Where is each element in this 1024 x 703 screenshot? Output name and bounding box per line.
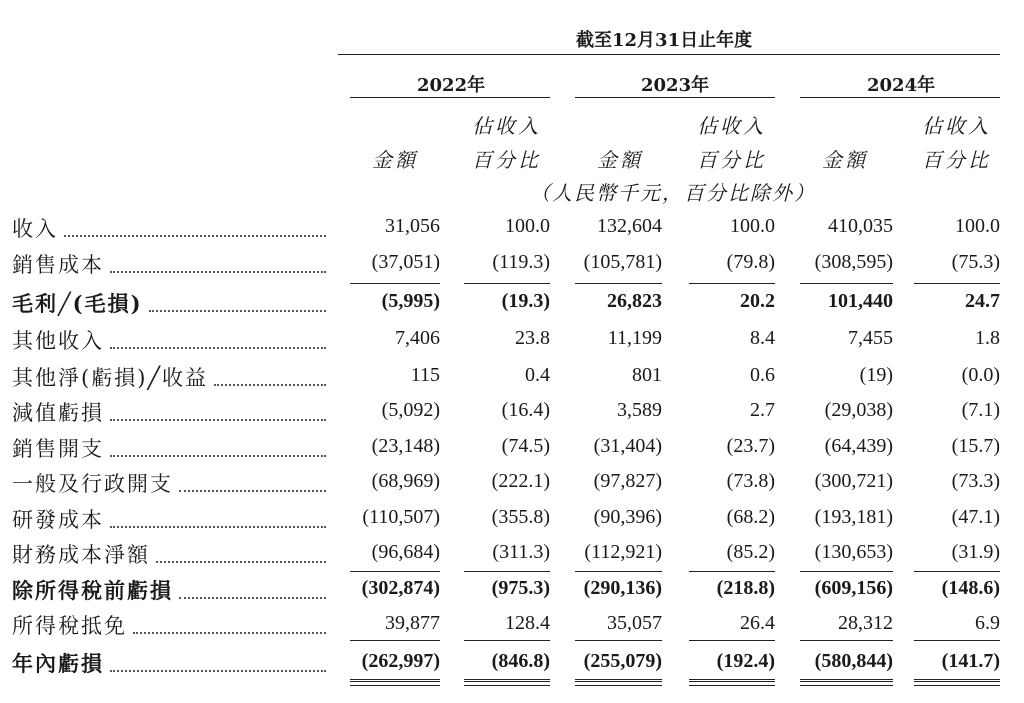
table-cell: 20.2 xyxy=(740,290,775,312)
row-label: 年內虧損 xyxy=(12,651,104,676)
table-cell: 100.0 xyxy=(730,215,775,237)
table-cell: 11,199 xyxy=(607,327,662,349)
table-cell: (975.3) xyxy=(491,577,550,599)
col-amount-2022: 金額 xyxy=(372,148,418,172)
table-cell: (31.9) xyxy=(951,541,1000,563)
subtotal-underline xyxy=(914,571,1000,572)
row-label: 所得稅抵免 xyxy=(12,614,127,638)
row-label: 收入 xyxy=(12,217,58,241)
table-cell: (31,404) xyxy=(593,435,662,457)
dot-leader xyxy=(110,455,326,457)
row-label: 毛利╱(毛損) xyxy=(12,291,143,316)
table-cell: (16.4) xyxy=(501,399,550,421)
table-cell: (79.8) xyxy=(726,251,775,273)
dot-leader xyxy=(110,419,326,421)
table-cell: (7.1) xyxy=(961,399,1000,421)
col-amount-2024: 金額 xyxy=(822,148,868,172)
table-cell: (846.8) xyxy=(491,650,550,672)
table-cell: (302,874) xyxy=(361,577,440,599)
year-2023-header: 2023年 xyxy=(641,75,710,96)
subtotal-underline xyxy=(350,640,440,641)
table-cell: (105,781) xyxy=(583,251,662,273)
table-cell: (75.3) xyxy=(951,251,1000,273)
table-cell: 801 xyxy=(632,364,662,386)
table-cell: 31,056 xyxy=(385,215,440,237)
table-cell: (73.3) xyxy=(951,470,1000,492)
subtotal-underline xyxy=(689,685,775,686)
table-cell: (308,595) xyxy=(814,251,893,273)
dot-leader xyxy=(179,490,326,492)
row-label: 其他淨(虧損)╱收益 xyxy=(12,366,209,390)
table-cell: (141.7) xyxy=(941,650,1000,672)
dot-leader xyxy=(214,384,326,386)
table-cell: (47.1) xyxy=(951,506,1000,528)
table-cell: (15.7) xyxy=(951,435,1000,457)
table-cell: (37,051) xyxy=(371,251,440,273)
table-cell: (19) xyxy=(859,364,893,386)
double-underline xyxy=(575,679,662,682)
table-cell: 8.4 xyxy=(750,327,775,349)
table-cell: (74.5) xyxy=(501,435,550,457)
table-cell: 26.4 xyxy=(740,612,775,634)
table-cell: (73.8) xyxy=(726,470,775,492)
year-2022-header: 2022年 xyxy=(417,75,486,96)
table-cell: (290,136) xyxy=(583,577,662,599)
table-cell: 132,604 xyxy=(597,215,662,237)
period-title: 截至12月31日止年度 xyxy=(576,30,753,51)
dot-leader xyxy=(64,235,326,237)
table-cell: (5,092) xyxy=(381,399,440,421)
table-cell: (262,997) xyxy=(361,650,440,672)
subtotal-underline xyxy=(914,283,1000,284)
row-label: 減值虧損 xyxy=(12,401,104,425)
subtotal-underline xyxy=(914,685,1000,686)
table-cell: (193,181) xyxy=(814,506,893,528)
subtotal-underline xyxy=(689,571,775,572)
table-cell: (222.1) xyxy=(491,470,550,492)
table-cell: (85.2) xyxy=(726,541,775,563)
table-cell: 100.0 xyxy=(955,215,1000,237)
subtotal-underline xyxy=(914,640,1000,641)
col-pct-2024-line1: 佔收入 xyxy=(922,114,991,138)
subtotal-underline xyxy=(689,283,775,284)
row-label: 研發成本 xyxy=(12,508,104,532)
dot-leader xyxy=(110,347,326,349)
year-2022-rule xyxy=(350,97,550,98)
table-cell: 100.0 xyxy=(505,215,550,237)
subtotal-underline xyxy=(464,283,550,284)
dot-leader xyxy=(133,632,326,634)
table-cell: 0.4 xyxy=(525,364,550,386)
table-cell: 2.7 xyxy=(750,399,775,421)
col-amount-2023: 金額 xyxy=(597,148,643,172)
table-cell: (29,038) xyxy=(824,399,893,421)
table-cell: 26,823 xyxy=(607,290,662,312)
table-cell: 39,877 xyxy=(385,612,440,634)
table-cell: 35,057 xyxy=(607,612,662,634)
dot-leader xyxy=(110,271,326,273)
subtotal-underline xyxy=(350,571,440,572)
year-2024-header: 2024年 xyxy=(867,75,936,96)
table-cell: (110,507) xyxy=(362,506,440,528)
table-cell: (130,653) xyxy=(814,541,893,563)
dot-leader xyxy=(179,597,326,599)
table-cell: 101,440 xyxy=(828,290,893,312)
subtotal-underline xyxy=(464,685,550,686)
table-cell: (255,079) xyxy=(583,650,662,672)
table-cell: (68.2) xyxy=(726,506,775,528)
year-2023-rule xyxy=(575,97,775,98)
subtotal-underline xyxy=(689,640,775,641)
table-cell: (192.4) xyxy=(716,650,775,672)
subtotal-underline xyxy=(575,640,662,641)
table-cell: (0.0) xyxy=(961,364,1000,386)
table-cell: (23,148) xyxy=(371,435,440,457)
table-cell: 6.9 xyxy=(975,612,1000,634)
table-cell: 128.4 xyxy=(505,612,550,634)
table-cell: (119.3) xyxy=(492,251,550,273)
double-underline xyxy=(464,679,550,682)
double-underline xyxy=(800,679,893,682)
table-cell: (580,844) xyxy=(814,650,893,672)
table-cell: 410,035 xyxy=(828,215,893,237)
subtotal-underline xyxy=(800,685,893,686)
year-2024-rule xyxy=(800,97,1000,98)
table-cell: (311.3) xyxy=(492,541,550,563)
table-cell: (64,439) xyxy=(824,435,893,457)
dot-leader xyxy=(149,310,326,312)
table-cell: 28,312 xyxy=(838,612,893,634)
table-cell: (355.8) xyxy=(491,506,550,528)
table-cell: (5,995) xyxy=(381,290,440,312)
subtotal-underline xyxy=(800,283,893,284)
table-cell: 7,455 xyxy=(848,327,893,349)
table-cell: (112,921) xyxy=(584,541,662,563)
table-cell: (148.6) xyxy=(941,577,1000,599)
subtotal-underline xyxy=(464,571,550,572)
dot-leader xyxy=(110,526,326,528)
subtotal-underline xyxy=(464,640,550,641)
row-label: 財務成本淨額 xyxy=(12,543,150,567)
subtotal-underline xyxy=(350,685,440,686)
table-cell: 7,406 xyxy=(395,327,440,349)
double-underline xyxy=(914,679,1000,682)
table-cell: 115 xyxy=(410,364,440,386)
table-cell: (609,156) xyxy=(814,577,893,599)
subtotal-underline xyxy=(350,283,440,284)
dot-leader xyxy=(110,670,326,672)
table-cell: (96,684) xyxy=(371,541,440,563)
row-label: 一般及行政開支 xyxy=(12,472,173,496)
subtotal-underline xyxy=(800,571,893,572)
subtotal-underline xyxy=(575,685,662,686)
table-cell: (68,969) xyxy=(371,470,440,492)
subtotal-underline xyxy=(575,283,662,284)
table-cell: 24.7 xyxy=(965,290,1000,312)
col-pct-2022-line2: 百分比 xyxy=(472,148,541,172)
subtotal-underline xyxy=(575,571,662,572)
col-pct-2023-line1: 佔收入 xyxy=(697,114,766,138)
col-pct-2022-line1: 佔收入 xyxy=(472,114,541,138)
dot-leader xyxy=(156,561,326,563)
table-cell: (90,396) xyxy=(593,506,662,528)
table-cell: 23.8 xyxy=(515,327,550,349)
row-label: 銷售成本 xyxy=(12,253,104,277)
period-rule xyxy=(338,54,1000,55)
row-label: 銷售開支 xyxy=(12,437,104,461)
table-cell: (97,827) xyxy=(593,470,662,492)
subtotal-underline xyxy=(800,640,893,641)
table-cell: (218.8) xyxy=(716,577,775,599)
unit-note: （人民幣千元，百分比除外） xyxy=(530,181,816,205)
col-pct-2024-line2: 百分比 xyxy=(922,148,991,172)
col-pct-2023-line2: 百分比 xyxy=(697,148,766,172)
double-underline xyxy=(689,679,775,682)
row-label: 其他收入 xyxy=(12,329,104,353)
double-underline xyxy=(350,679,440,682)
table-cell: 0.6 xyxy=(750,364,775,386)
table-cell: 3,589 xyxy=(617,399,662,421)
row-label: 除所得稅前虧損 xyxy=(12,578,173,603)
table-cell: (23.7) xyxy=(726,435,775,457)
table-cell: (19.3) xyxy=(501,290,550,312)
table-cell: 1.8 xyxy=(975,327,1000,349)
table-cell: (300,721) xyxy=(814,470,893,492)
